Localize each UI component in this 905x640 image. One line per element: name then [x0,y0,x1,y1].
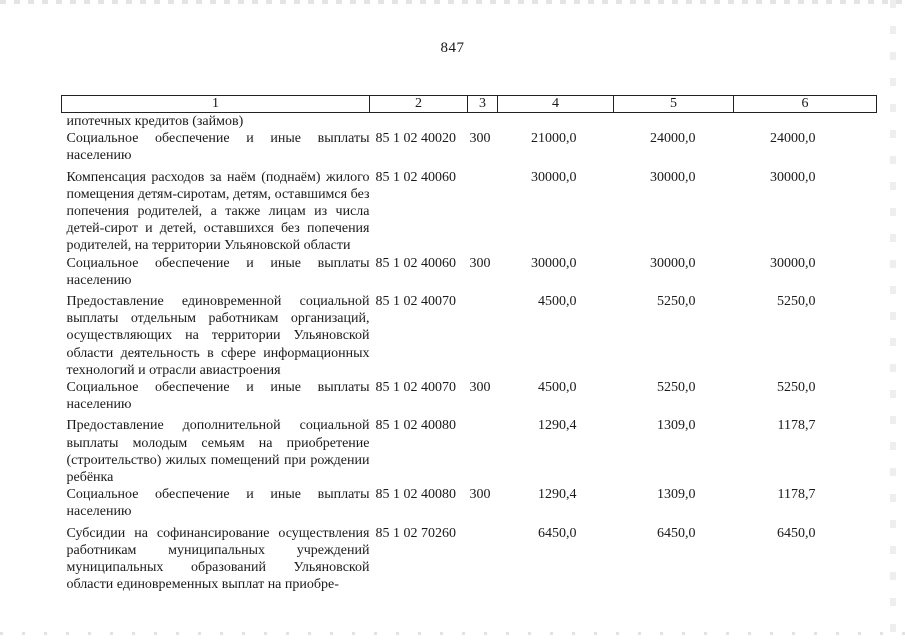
row-value-2: 6450,0 [657,525,696,541]
continuation-row [62,113,877,131]
row-name: Предоставление единовременной социальной выплаты отдельным работникам организаций, осуществляющих на территории Ульяновской области деятельность в сфере информационных технологий и отрасли авиастроения [66,294,370,378]
header-col-5: 5 [614,96,734,113]
row-code: 85 1 02 40020 [375,131,456,147]
row-code: 85 1 02 40060 [375,169,456,185]
row-value-3: 5250,0 [777,294,816,310]
row-value-1: 21000,0 [531,131,577,147]
budget-table [61,95,877,593]
header-col-6: 6 [734,96,877,113]
header-col-1: 1 [62,96,370,113]
table-row [62,413,877,486]
row-name: Социальное обеспечение и иные выплаты населению [66,255,370,288]
row-type [468,413,498,486]
row-code: 85 1 02 40060 [375,255,456,271]
row-code: 85 1 02 40070 [375,294,456,310]
row-value-1: 30000,0 [531,255,577,271]
row-name: Субсидии на софинансирование осуществления работникам муниципальных учреждений муниципальных образований Ульяновской области единовременных выплат на приобре- [66,525,370,593]
row-value-1: 1290,4 [538,418,577,434]
row-name: Предоставление дополнительной социальной выплаты молодым семьям на приобретение (строительство) жилых помещений при рождении ребёнка [66,418,370,486]
row-name: Социальное обеспечение и иные выплаты населению [66,131,370,164]
row-type [468,289,498,379]
table-row [62,379,877,413]
scan-edge-top [0,0,905,4]
page-number: 847 [440,40,465,56]
row-value-1: 4500,0 [538,294,577,310]
table-row [62,130,877,164]
row-type: 300 [469,255,491,271]
row-value-1: 4500,0 [538,380,577,396]
scan-edge-bottom [0,632,905,635]
row-name: Социальное обеспечение и иные выплаты населению [66,487,370,520]
row-value-3: 6450,0 [777,525,816,541]
row-value-1: 1290,4 [538,487,577,503]
row-name: Социальное обеспечение и иные выплаты населению [66,380,370,413]
row-value-3: 30000,0 [770,255,816,271]
row-type: 300 [469,380,491,396]
row-type: 300 [469,487,491,503]
table-row [62,165,877,255]
continuation-text: ипотечных кредитов (займов) [66,114,244,129]
row-type [468,165,498,255]
row-name: Компенсация расходов за наём (поднаём) жилого помещения детям-сиротам, детям, оставшимся без попечения родителей, а также лицам из числа детей-сирот и детей, оставшихся без попечения родителей, на территории Ульяновской области [66,169,370,254]
table-row [62,255,877,289]
row-value-3: 5250,0 [777,380,816,396]
row-value-3: 24000,0 [770,131,816,147]
table-body [62,113,877,594]
row-value-3: 1178,7 [777,418,816,434]
row-value-2: 1309,0 [657,487,696,503]
header-col-2: 2 [370,96,468,113]
row-code: 85 1 02 40080 [375,418,456,434]
row-value-2: 30000,0 [650,255,696,271]
table-row [62,289,877,379]
row-value-3: 30000,0 [770,169,816,185]
header-col-3: 3 [468,96,498,113]
row-code: 85 1 02 70260 [375,525,456,541]
row-code: 85 1 02 40080 [375,487,456,503]
header-col-4: 4 [498,96,614,113]
table-row [62,521,877,594]
row-value-2: 24000,0 [650,131,696,147]
table-row [62,486,877,520]
scan-edge-right [890,0,896,640]
table-header [62,96,877,113]
row-value-1: 30000,0 [531,169,577,185]
header-row [62,96,877,113]
row-value-2: 5250,0 [657,294,696,310]
row-type [468,521,498,594]
row-value-2: 30000,0 [650,169,696,185]
row-code: 85 1 02 40070 [375,380,456,396]
row-value-2: 1309,0 [657,418,696,434]
row-type: 300 [469,131,491,147]
row-value-3: 1178,7 [777,487,816,503]
row-value-2: 5250,0 [657,380,696,396]
row-value-1: 6450,0 [538,525,577,541]
